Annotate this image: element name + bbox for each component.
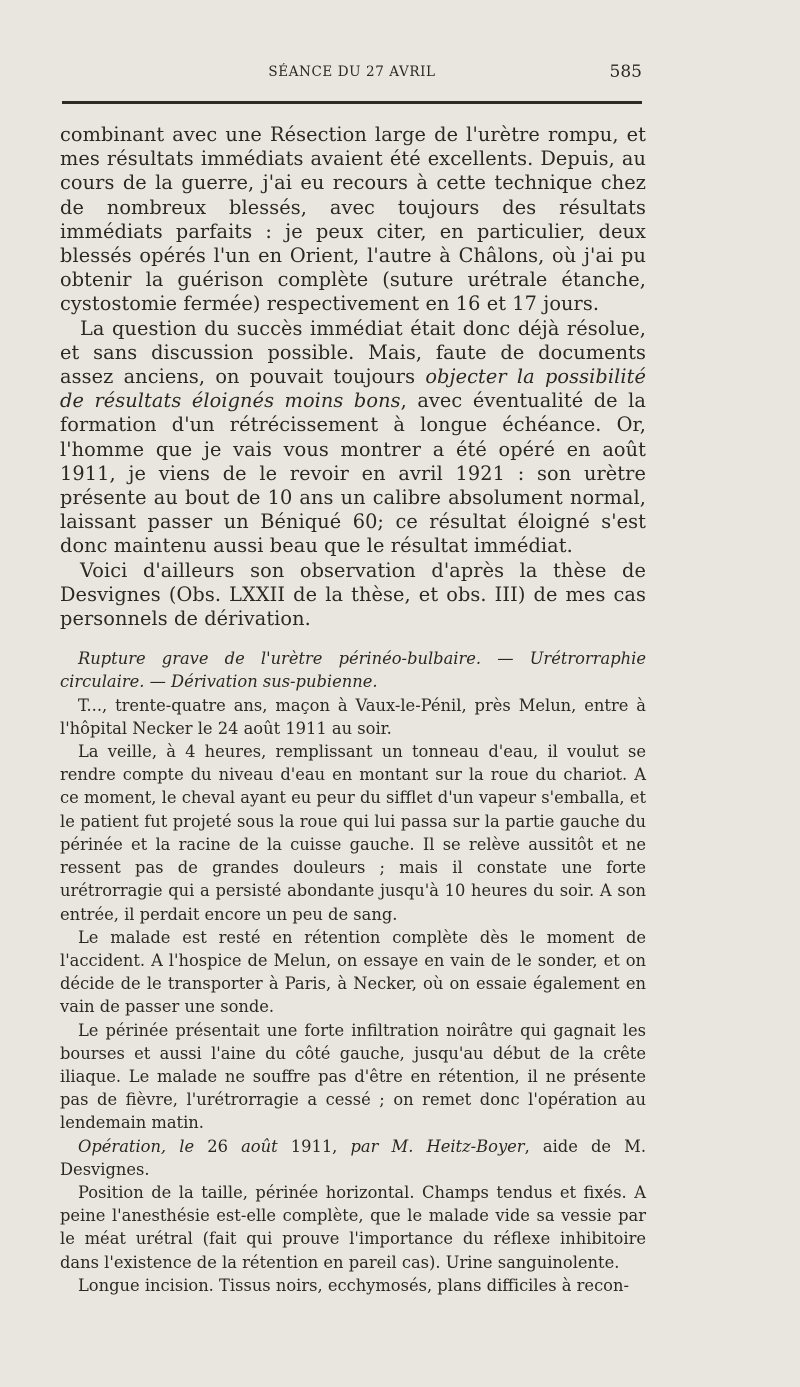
observation-paragraph-1: T..., trente-quatre ans, maçon à Vaux-le-Pénil, près Melun, entre à l'hôpital Necker le 24 août 1911 au soir.: [60, 695, 646, 738]
operation-line: [60, 1135, 646, 1181]
observation-paragraph-3: Le malade est resté en rétention complète dès le moment de l'accident. A l'hospice de Melun, on essaye en vain de le sonder, et on décide de le transporter à Paris, à Necker, où on essaie également en vain de passer une sonde.: [60, 927, 646, 1017]
header-rule: [62, 101, 642, 104]
operation-month: août: [241, 1136, 291, 1156]
body-text: [60, 123, 646, 1297]
main-section: [60, 123, 646, 631]
operation-year: 1911,: [290, 1136, 351, 1156]
paragraph-1: combinant avec une Résection large de l'urètre rompu, et mes résultats immédiats avaient été excellents. Depuis, au cours de la guerre, j'ai eu recours à cette technique chez de nombreux blessés, avec toujours des résultats immédiats parfaits : je peux citer, en particulier, deux blessés opérés l'un en Orient, l'autre à Châlons, où j'ai pu obtenir la guérison complète (suture urétrale étanche, cystostomie fermée) respectivement en 16 et 17 jours.: [60, 123, 646, 316]
page-number: 585: [609, 62, 642, 82]
observation-paragraph-2: La veille, à 4 heures, remplissant un tonneau d'eau, il voulut se rendre compte du niveau d'eau en montant sur la roue du chariot. A ce moment, le cheval ayant eu peur du sifflet d'un vapeur s'emballa, et le patient fut projeté sous la roue qui lui passa sur la partie gauche du périnée et la racine de la cuisse gauche. Il se relève aussitôt et ne ressent pas de grandes douleurs ; mais il constate une forte urétrorragie qui a persisté abondante jusqu'à 10 heures du soir. A son entrée, il perdait encore un peu de sang.: [60, 742, 646, 924]
paragraph-2: [60, 317, 646, 559]
operation-label: Opération, le: [78, 1136, 208, 1156]
observation-paragraph-6: Position de la taille, périnée horizontal. Champs tendus et fixés. A peine l'anesthésie est-elle complète, que le malade vide sa vessie par le méat urétral (fait qui prouve l'importance du réflexe inhibitoire dans l'existence de la rétention en pareil cas). Urine sanguinolente.: [60, 1182, 646, 1272]
paragraph-3: Voici d'ailleurs son observation d'après la thèse de Desvignes (Obs. LXXII de la thèse, et obs. III) de mes cas personnels de dérivation.: [60, 558, 646, 631]
observation-paragraph-4: Le périnée présentait une forte infiltration noirâtre qui gagnait les bourses et aussi l'aine du côté gauche, jusqu'au début de la crête iliaque. Le malade ne souffre pas d'être en rétention, il ne présente pas de fièvre, l'urétrorragie a cessé ; on remet donc l'opération au lendemain matin.: [60, 1020, 646, 1133]
observation-section: [60, 647, 646, 1297]
page-header: [62, 62, 642, 86]
operation-day: 26: [207, 1136, 242, 1156]
observation-heading: Rupture grave de l'urètre périnéo-bulbaire. — Urétrorraphie circulaire. — Dérivation sus-pubienne.: [60, 649, 646, 692]
observation-paragraph-7: Longue incision. Tissus noirs, ecchymosés, plans difficiles à recon-: [78, 1275, 629, 1295]
paragraph-2-start: La question du succès immédiat était donc déjà résolue, et sans discussion possible. Mais, faute de documents assez anciens, on pouvait toujours: [60, 316, 646, 389]
paragraph-2-italic: objecter la possibilité de résultats éloignés moins bons: [60, 365, 646, 413]
operation-surgeon: par M. Heitz-Boyer: [350, 1136, 525, 1156]
paragraph-2-end: , avec éventualité de la formation d'un rétrécissement à longue échéance. Or, l'homme que je vais vous montrer a été opéré en août 1911, je viens de le revoir en avril 1921 : son urètre présente au bout de 10 ans un calibre absolument normal, laissant passer un Béniqué 60; ce résultat éloigné s'est donc maintenu aussi beau que le résultat immédiat.: [60, 389, 647, 558]
operation-assistant: , aide de M. Desvignes.: [60, 1136, 646, 1179]
running-title: SÉANCE DU 27 AVRIL: [268, 64, 436, 80]
